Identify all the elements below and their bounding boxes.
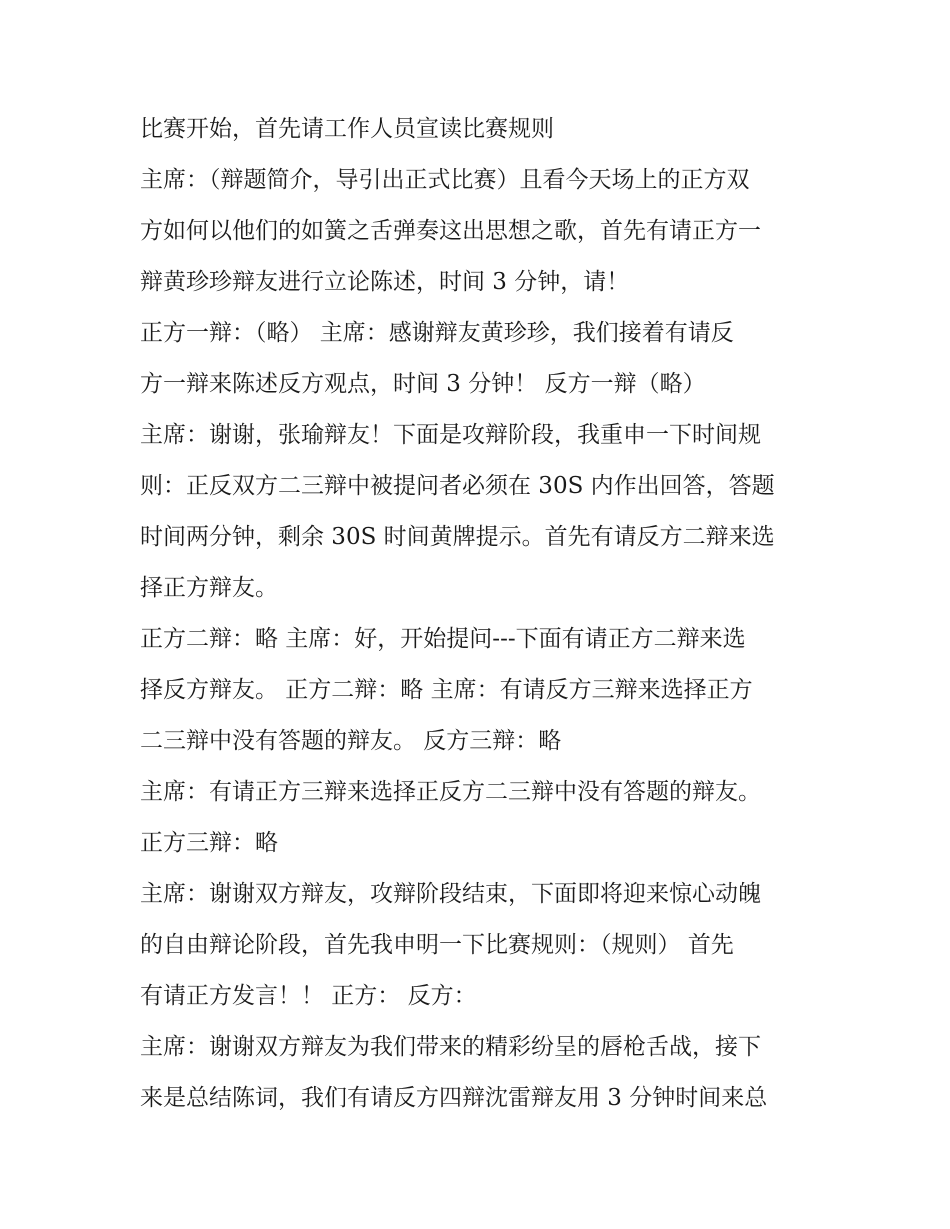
text-line: 主席：谢谢，张瑜辩友！下面是攻辩阶段，我重申一下时间规: [140, 422, 761, 448]
text-line: 来是总结陈词，我们有请反方四辩沈雷辩友用 3 分钟时间来总: [140, 1085, 768, 1111]
text-line: 择反方辩友。 正方二辩：略 主席：有请反方三辩来选择正方: [140, 677, 753, 703]
text-line: 正方二辩：略 主席：好，开始提问---下面有请正方二辩来选: [140, 626, 746, 652]
text-line: 比赛开始，首先请工作人员宣读比赛规则: [140, 116, 554, 142]
text-line: 时间两分钟，剩余 30S 时间黄牌提示。首先有请反方二辩来选: [140, 524, 775, 550]
text-line: 则：正反双方二三辩中被提问者必须在 30S 内作出回答，答题: [140, 473, 775, 499]
document-body: [140, 104, 820, 1124]
text-line: 的自由辩论阶段，首先我申明一下比赛规则：（规则） 首先: [140, 932, 734, 958]
text-line: 二三辩中没有答题的辩友。 反方三辩：略: [140, 728, 562, 754]
text-line: 有请正方发言！！ 正方： 反方：: [140, 983, 477, 1009]
text-line: 主席：谢谢双方辩友为我们带来的精彩纷呈的唇枪舌战，接下: [140, 1034, 761, 1060]
text-line: 辩黄珍珍辩友进行立论陈述，时间 3 分钟，请！: [140, 269, 630, 295]
text-line: 方一辩来陈述反方观点，时间 3 分钟！ 反方一辩（略）: [140, 371, 706, 397]
text-line: 主席：谢谢双方辩友，攻辩阶段结束，下面即将迎来惊心动魄: [140, 881, 761, 907]
text-line: 方如何以他们的如簧之舌弹奏这出思想之歌，首先有请正方一: [140, 218, 761, 244]
text-line: 主席：（辩题简介，导引出正式比赛）且看今天场上的正方双: [140, 167, 750, 193]
text-line: 正方三辩：略: [140, 830, 278, 856]
text-line: 正方一辩：（略） 主席：感谢辩友黄珍珍，我们接着有请反: [140, 320, 734, 346]
text-line: 主席：有请正方三辩来选择正反方二三辩中没有答题的辩友。: [140, 779, 761, 805]
text-line: 择正方辩友。: [140, 575, 278, 601]
